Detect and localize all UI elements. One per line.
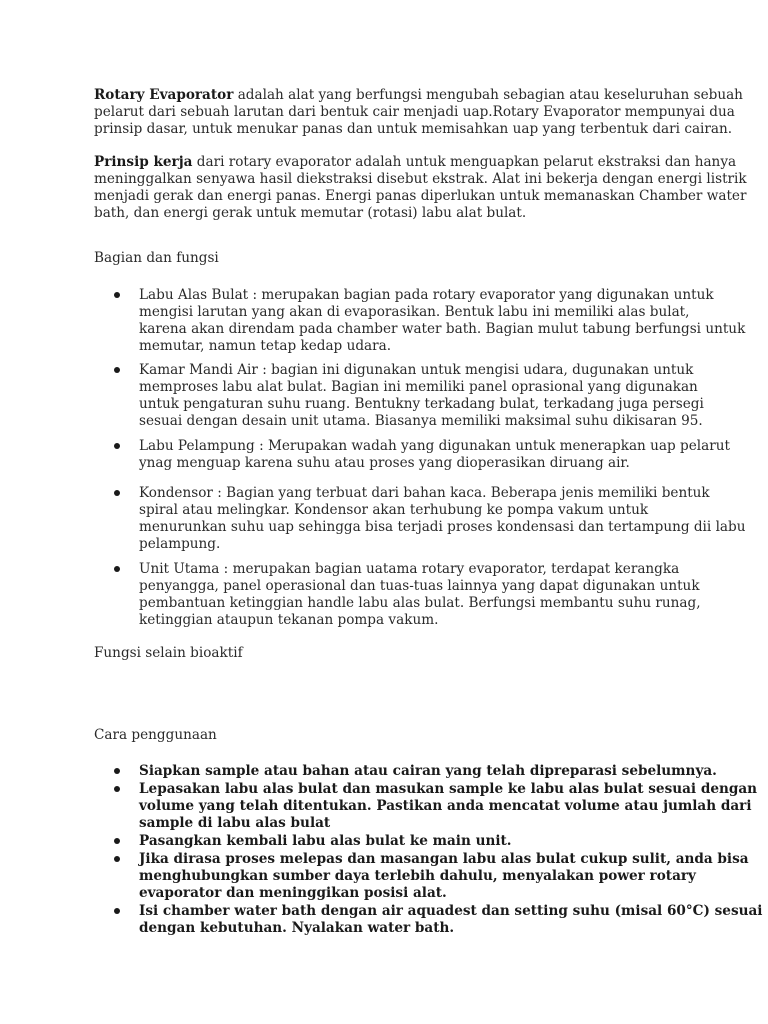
bullet-icon bbox=[114, 443, 120, 449]
bullet-icon bbox=[114, 838, 120, 844]
list-item-line: memproses labu alat bulat. Bagian ini memiliki panel oprasional yang digunakan bbox=[139, 379, 698, 395]
list-item-line: Isi chamber water bath dengan air aquadest dan setting suhu (misal 60°C) sesuai bbox=[139, 903, 763, 919]
list-item-line: penyangga, panel operasional dan tuas-tuas lainnya yang dapat digunakan untuk bbox=[139, 578, 700, 594]
intro-line: pelarut dari sebuah larutan dari bentuk cair menjadi uap.Rotary Evaporator mempunyai dua bbox=[94, 104, 735, 120]
intro-line-text: adalah alat yang berfungsi mengubah sebagian atau keseluruhan sebuah bbox=[233, 87, 743, 103]
list-item-line: mengisi larutan yang akan di evaporasikan. Bentuk labu ini memiliki alas bulat, bbox=[139, 304, 690, 320]
list-item-line: untuk pengaturan suhu ruang. Bentukny terkadang bulat, terkadang juga persegi bbox=[139, 396, 704, 412]
principle-paragraph bbox=[94, 154, 747, 222]
principle-term: Prinsip kerja bbox=[94, 154, 193, 170]
bullet-icon bbox=[114, 856, 120, 862]
intro-paragraph bbox=[94, 87, 743, 138]
list-item-line: memutar, namun tetap kedap udara. bbox=[139, 338, 392, 354]
list-item-line: Pasangkan kembali labu alas bulat ke main unit. bbox=[139, 833, 512, 849]
list-item-line: Kondensor : Bagian yang terbuat dari bahan kaca. Beberapa jenis memiliki bentuk bbox=[139, 485, 710, 501]
list-item-line: Unit Utama : merupakan bagian uatama rotary evaporator, terdapat kerangka bbox=[139, 561, 680, 577]
list-item-line: pelampung. bbox=[139, 536, 221, 552]
list-item-line: pembantuan ketinggian handle labu alas bulat. Berfungsi membantu suhu runag, bbox=[139, 595, 701, 611]
list-item-line: ketinggian ataupun tekanan pompa vakum. bbox=[139, 612, 439, 628]
bullet-icon bbox=[114, 490, 120, 496]
function-heading: Fungsi selain bioaktif bbox=[94, 645, 243, 661]
list-item-line: ynag menguap karena suhu atau proses yang dioperasikan diruang air. bbox=[139, 455, 630, 471]
bullet-icon bbox=[114, 566, 120, 572]
principle-line-text: dari rotary evaporator adalah untuk menguapkan pelarut ekstraksi dan hanya bbox=[192, 154, 737, 170]
list-item-line: dengan kebutuhan. Nyalakan water bath. bbox=[139, 920, 455, 936]
principle-line: menjadi gerak dan energi panas. Energi panas diperlukan untuk memanaskan Chamber water bbox=[94, 188, 747, 204]
intro-term: Rotary Evaporator bbox=[94, 87, 234, 103]
list-item-line: spiral atau melingkar. Kondensor akan terhubung ke pompa vakum untuk bbox=[139, 502, 649, 518]
list-item-line: Jika dirasa proses melepas dan masangan labu alas bulat cukup sulit, anda bisa bbox=[139, 851, 749, 867]
list-item-line: Kamar Mandi Air : bagian ini digunakan untuk mengisi udara, dugunakan untuk bbox=[139, 362, 694, 378]
intro-line bbox=[94, 87, 743, 104]
list-item-line: Labu Pelampung : Merupakan wadah yang digunakan untuk menerapkan uap pelarut bbox=[139, 438, 730, 454]
intro-line: prinsip dasar, untuk menukar panas dan untuk memisahkan uap yang terbentuk dari cairan. bbox=[94, 121, 733, 137]
list-item-line: menurunkan suhu uap sehingga bisa terjadi proses kondensasi dan tertampung dii labu bbox=[139, 519, 746, 535]
bullet-icon bbox=[114, 908, 120, 914]
parts-heading: Bagian dan fungsi bbox=[94, 250, 219, 266]
list-item-line: menghubungkan sumber daya terlebih dahulu, menyalakan power rotary bbox=[139, 868, 696, 884]
bullet-icon bbox=[114, 367, 120, 373]
principle-line: meninggalkan senyawa hasil diekstraksi disebut ekstrak. Alat ini bekerja dengan energi listrik bbox=[94, 171, 747, 187]
list-item-line: volume yang telah ditentukan. Pastikan anda mencatat volume atau jumlah dari bbox=[139, 798, 752, 814]
list-item-line: karena akan direndam pada chamber water bath. Bagian mulut tabung berfungsi untuk bbox=[139, 321, 746, 337]
usage-heading: Cara penggunaan bbox=[94, 727, 217, 743]
principle-line bbox=[94, 154, 737, 171]
list-item-line: evaporator dan meninggikan posisi alat. bbox=[139, 885, 447, 901]
list-item-line: sesuai dengan desain unit utama. Biasanya memiliki maksimal suhu dikisaran 95. bbox=[139, 413, 703, 429]
bullet-icon bbox=[114, 786, 120, 792]
list-item-line: Lepasakan labu alas bulat dan masukan sample ke labu alas bulat sesuai dengan bbox=[139, 781, 758, 797]
bullet-icon bbox=[114, 768, 120, 774]
principle-line: bath, dan energi gerak untuk memutar (rotasi) labu alat bulat. bbox=[94, 205, 527, 221]
list-item-line: Siapkan sample atau bahan atau cairan yang telah dipreparasi sebelumnya. bbox=[139, 763, 717, 779]
list-item-line: sample di labu alas bulat bbox=[139, 815, 331, 831]
bullet-icon bbox=[114, 292, 120, 298]
list-item-line: Labu Alas Bulat : merupakan bagian pada rotary evaporator yang digunakan untuk bbox=[139, 287, 714, 303]
